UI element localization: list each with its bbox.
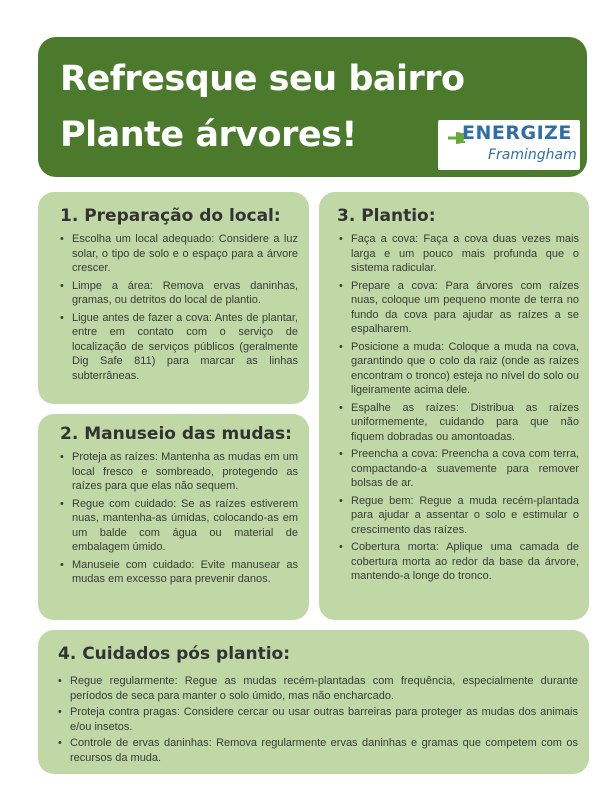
list-item: • Ligue antes de fazer a cova: Antes de plantar, entre em contato com o serviço de localização de serviços públicos (geralmente Dig Safe 811) para marcar as linhas subterrâneas. (58, 311, 298, 384)
section-title: 3. Plantio: (337, 206, 436, 226)
bullet-list (58, 450, 298, 590)
list-item: • Preencha a cova: Preencha a cova com terra, compactando-a suavemente para remover bolsas de ar. (337, 447, 579, 491)
list-item: • Manuseie com cuidado: Evite manusear as mudas em excesso para prevenir danos. (58, 558, 298, 587)
list-item: • Escolha um local adequado: Considere a luz solar, o tipo de solo e o espaço para a árvore crescer. (58, 232, 298, 276)
list-item: • Posicione a muda: Coloque a muda na cova, garantindo que o colo da raiz (onde as raízes encontram o tronco) esteja no nível do solo ou ligeiramente acima dele. (337, 340, 579, 398)
list-item: • Controle de ervas daninhas: Remova regularmente ervas daninhas e gramas que competem com os recursos da muda. (56, 736, 578, 765)
section-seedling-handling (38, 414, 309, 620)
list-item: • Proteja contra pragas: Considere cercar ou usar outras barreiras para proteger as mudas dos animais e/ou insetos. (56, 705, 578, 734)
list-item: • Limpe a área: Remova ervas daninhas, gramas, ou detritos do local de plantio. (58, 279, 298, 308)
section-title: 1. Preparação do local: (60, 206, 281, 226)
list-item: • Regue bem: Regue a muda recém-plantada para ajudar a assentar o solo e estimular o crescimento das raízes. (337, 494, 579, 538)
title-line-2: Plante árvores! (60, 115, 357, 155)
energize-logo (438, 120, 580, 170)
section-aftercare (38, 630, 589, 774)
section-site-prep (38, 192, 309, 404)
title-line-1: Refresque seu bairro (60, 59, 465, 99)
bullet-list (337, 232, 579, 587)
list-item: • Proteja as raízes: Mantenha as mudas em um local fresco e sombreado, protegendo as raízes para que elas não sequem. (58, 450, 298, 494)
logo-brand: ENERGIZE (462, 122, 572, 144)
bullet-list (56, 674, 578, 767)
list-item: • Faça a cova: Faça a cova duas vezes mais larga e um pouco mais profunda que o sistema radicular. (337, 232, 579, 276)
section-title: 2. Manuseio das mudas: (60, 424, 292, 444)
section-planting (319, 192, 589, 620)
page-title (60, 51, 465, 163)
section-title: 4. Cuidados pós plantio: (58, 644, 291, 664)
list-item: • Regue com cuidado: Se as raízes estiverem nuas, mantenha-as úmidas, colocando-as em um balde com água ou material de embalagem úmido. (58, 497, 298, 555)
list-item: • Prepare a cova: Para árvores com raízes nuas, coloque um pequeno monte de terra no fundo da cova para ajudar as raízes a se espalharem. (337, 279, 579, 337)
list-item: • Regue regularmente: Regue as mudas recém-plantadas com frequência, especialmente durante períodos de seca para manter o solo úmido, mas não encharcado. (56, 674, 578, 703)
list-item: • Cobertura morta: Aplique uma camada de cobertura morta ao redor da base da árvore, mantendo-a longe do tronco. (337, 540, 579, 584)
header-banner (38, 37, 587, 177)
logo-city: Framingham (488, 147, 577, 163)
bullet-list (58, 232, 298, 386)
list-item: • Espalhe as raízes: Distribua as raízes uniformemente, cuidando para que não fiquem dobradas ou amontoadas. (337, 401, 579, 445)
